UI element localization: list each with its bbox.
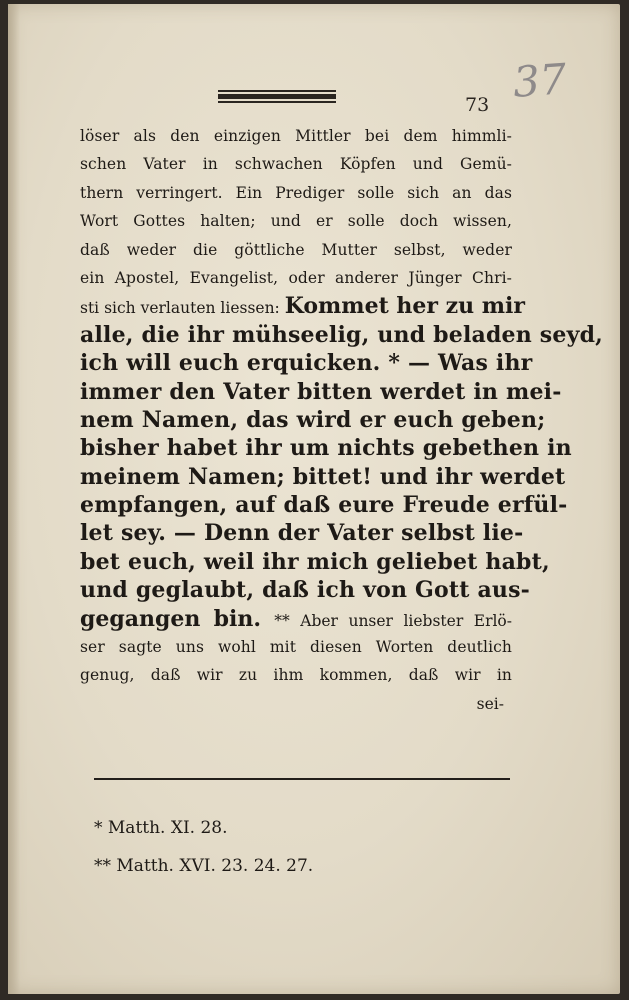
body-line: ich will euch erquicken. * — Was ihr — [80, 350, 533, 377]
body-line: schen Vater in schwachen Köpfen und Gemü- — [80, 155, 512, 174]
body-line-mixed — [80, 605, 512, 633]
body-line: nem Namen, das wird er euch geben; — [80, 406, 546, 433]
body-line-small-part: sti sich verlauten liessen: — [80, 299, 285, 318]
body-line: bet euch, weil ihr mich geliebet habt, — [80, 548, 550, 575]
page-gutter-shadow — [8, 4, 20, 994]
body-line: und geglaubt, daß ich von Gott aus- — [80, 577, 531, 604]
body-line-mixed — [80, 292, 526, 320]
catchword: sei- — [476, 694, 504, 713]
body-line: alle, die ihr mühseelig, und beladen seyd, — [80, 321, 604, 348]
footnote-separator-rule — [94, 778, 510, 780]
body-line: let sey. — Denn der Vater selbst lie- — [80, 520, 524, 547]
body-line: ser sagte uns wohl mit diesen Worten deutlich — [80, 638, 512, 657]
handwritten-folio-number: 37 — [511, 54, 569, 107]
body-line: löser als den einzigen Mittler bei dem himmli- — [80, 127, 512, 145]
body-line: bisher habet ihr um nichts gebethen in — [80, 435, 572, 462]
body-line-large-part: Kommet her zu mir — [284, 293, 526, 320]
body-text — [80, 122, 604, 718]
book-page — [8, 4, 620, 994]
body-line-small-part: ** Aber unser liebster Erlö- — [274, 611, 513, 630]
body-line: Wort Gottes halten; und er solle doch wissen, — [80, 212, 512, 231]
page-number: 73 — [465, 94, 490, 116]
footnote: * Matth. XI. 28. — [94, 818, 228, 838]
footnote: ** Matth. XVI. 23. 24. 27. — [94, 856, 314, 876]
body-line: thern verringert. Ein Prediger solle sich an das — [80, 183, 512, 202]
body-line: daß weder die göttliche Mutter selbst, weder — [80, 240, 512, 259]
body-line-large-part: gegangen bin. — [80, 605, 275, 632]
body-line: ein Apostel, Evangelist, oder anderer Jünger Chri- — [80, 268, 512, 287]
header-ornament-rule — [218, 90, 336, 105]
body-line: meinem Namen; bittet! und ihr werdet — [80, 463, 566, 490]
body-line: immer den Vater bitten werdet in mei- — [80, 378, 562, 405]
body-line: genug, daß wir zu ihm kommen, daß wir in — [80, 666, 512, 685]
body-line: empfangen, auf daß eure Freude erfül- — [80, 492, 568, 519]
